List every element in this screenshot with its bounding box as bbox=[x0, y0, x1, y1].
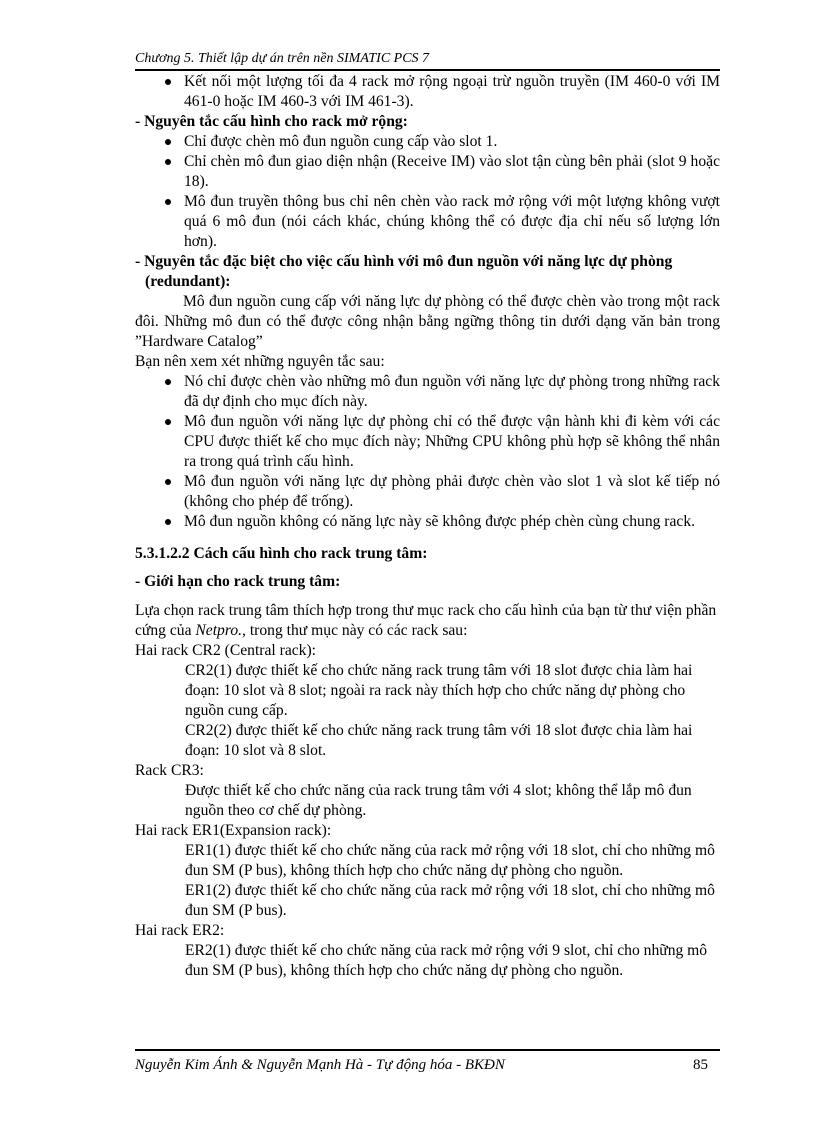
list-item: Chỉ được chèn mô đun nguồn cung cấp vào slot 1. bbox=[135, 132, 720, 152]
page-content bbox=[135, 72, 720, 981]
top-bullet-list bbox=[135, 72, 720, 112]
list-item: Mô đun truyền thông bus chỉ nên chèn vào rack mở rộng với một lượng không vượt quá 6 mô đun (nói cách khác, chúng không thể có được địa chỉ nếu số lượng lớn hơn). bbox=[135, 192, 720, 252]
page-number: 85 bbox=[693, 1057, 708, 1073]
er2-title: Hai rack ER2: bbox=[135, 922, 225, 939]
page-header: Chương 5. Thiết lập dự án trên nền SIMATIC PCS 7 bbox=[135, 50, 720, 71]
redundant-rules-heading: - Nguyên tắc đặc biệt cho việc cấu hình với mô đun nguồn với năng lực dự phòng (redundant): bbox=[135, 253, 673, 290]
expansion-rack-rules-list bbox=[135, 132, 720, 252]
document-page bbox=[135, 50, 720, 981]
footer-authors: Nguyễn Kim Ánh & Nguyễn Mạnh Hà - Tự động hóa - BKĐN bbox=[135, 1057, 505, 1073]
cr2-title: Hai rack CR2 (Central rack): bbox=[135, 642, 316, 659]
netpro-term: Netpro., bbox=[195, 622, 246, 639]
page-footer bbox=[135, 1049, 720, 1075]
cr3-description: Được thiết kế cho chức năng của rack trung tâm với 4 slot; không thể lắp mô đun nguồn theo cơ chế dự phòng. bbox=[185, 782, 692, 819]
central-intro bbox=[135, 601, 720, 641]
redundant-intro: Bạn nên xem xét những nguyên tắc sau: bbox=[135, 353, 385, 370]
redundant-rules-list bbox=[135, 372, 720, 532]
er1-2-description: ER1(2) được thiết kế cho chức năng của rack mở rộng với 18 slot, chỉ cho những mô đun SM (P bus). bbox=[185, 882, 715, 919]
list-item: Nó chỉ được chèn vào những mô đun nguồn với năng lực dự phòng trong những rack đã dự định cho mục đích này. bbox=[135, 372, 720, 412]
list-item: Mô đun nguồn với năng lực dự phòng chỉ có thể được vận hành khi đi kèm với các CPU được thiết kế cho mục đích này; Những CPU không phù hợp sẽ không thể nhân ra trong quá trình cấu hình. bbox=[135, 412, 720, 472]
list-item: Chỉ chèn mô đun giao diện nhận (Receive IM) vào slot tận cùng bên phải (slot 9 hoặc 18). bbox=[135, 152, 720, 192]
central-intro-text: Lựa chọn rack trung tâm thích hợp trong thư mục rack cho cấu hình của bạn từ thư viện phần cứng của bbox=[135, 602, 717, 639]
expansion-rack-rules-heading: - Nguyên tắc cấu hình cho rack mở rộng: bbox=[135, 113, 408, 130]
list-item: Mô đun nguồn không có năng lực này sẽ không được phép chèn cùng chung rack. bbox=[135, 512, 720, 532]
central-intro-text-end: trong thư mục này có các rack sau: bbox=[245, 622, 468, 639]
er1-title: Hai rack ER1(Expansion rack): bbox=[135, 822, 332, 839]
cr2-2-description: CR2(2) được thiết kế cho chức năng rack trung tâm với 18 slot được chia làm hai đoạn: 10 slot và 8 slot. bbox=[185, 722, 693, 759]
cr2-1-description: CR2(1) được thiết kế cho chức năng rack trung tâm với 18 slot được chia làm hai đoạn: 10 slot và 8 slot; ngoài ra rack này thích hợp cho chức năng dự phòng cho nguồn cung cấp. bbox=[185, 662, 693, 719]
er1-1-description: ER1(1) được thiết kế cho chức năng của rack mở rộng với 18 slot, chỉ cho những mô đun SM (P bus), không thích hợp cho chức năng dự phòng cho nguồn. bbox=[185, 842, 715, 879]
redundant-paragraph: Mô đun nguồn cung cấp với năng lực dự phòng có thể được chèn vào trong một rack đôi. Những mô đun có thể được công nhận bằng ngững thông tin dưới dạng văn bản trong ”Hardware Catalog” bbox=[135, 293, 720, 350]
section-heading-central-rack: 5.3.1.2.2 Cách cấu hình cho rack trung tâm: bbox=[135, 545, 428, 562]
list-item: Mô đun nguồn với năng lực dự phòng phải được chèn vào slot 1 và slot kế tiếp nó (không cho phép để trống). bbox=[135, 472, 720, 512]
list-item: Kết nối một lượng tối đa 4 rack mở rộng ngoại trừ nguồn truyền (IM 460-0 với IM 461-0 hoặc IM 460-3 với IM 461-3). bbox=[135, 72, 720, 112]
cr3-title: Rack CR3: bbox=[135, 762, 204, 779]
er2-1-description: ER2(1) được thiết kế cho chức năng của rack mở rộng với 9 slot, chỉ cho những mô đun SM (P bus), không thích hợp cho chức năng dự phòng cho nguồn. bbox=[185, 942, 708, 979]
subheading-central-rack-limits: - Giới hạn cho rack trung tâm: bbox=[135, 573, 341, 590]
